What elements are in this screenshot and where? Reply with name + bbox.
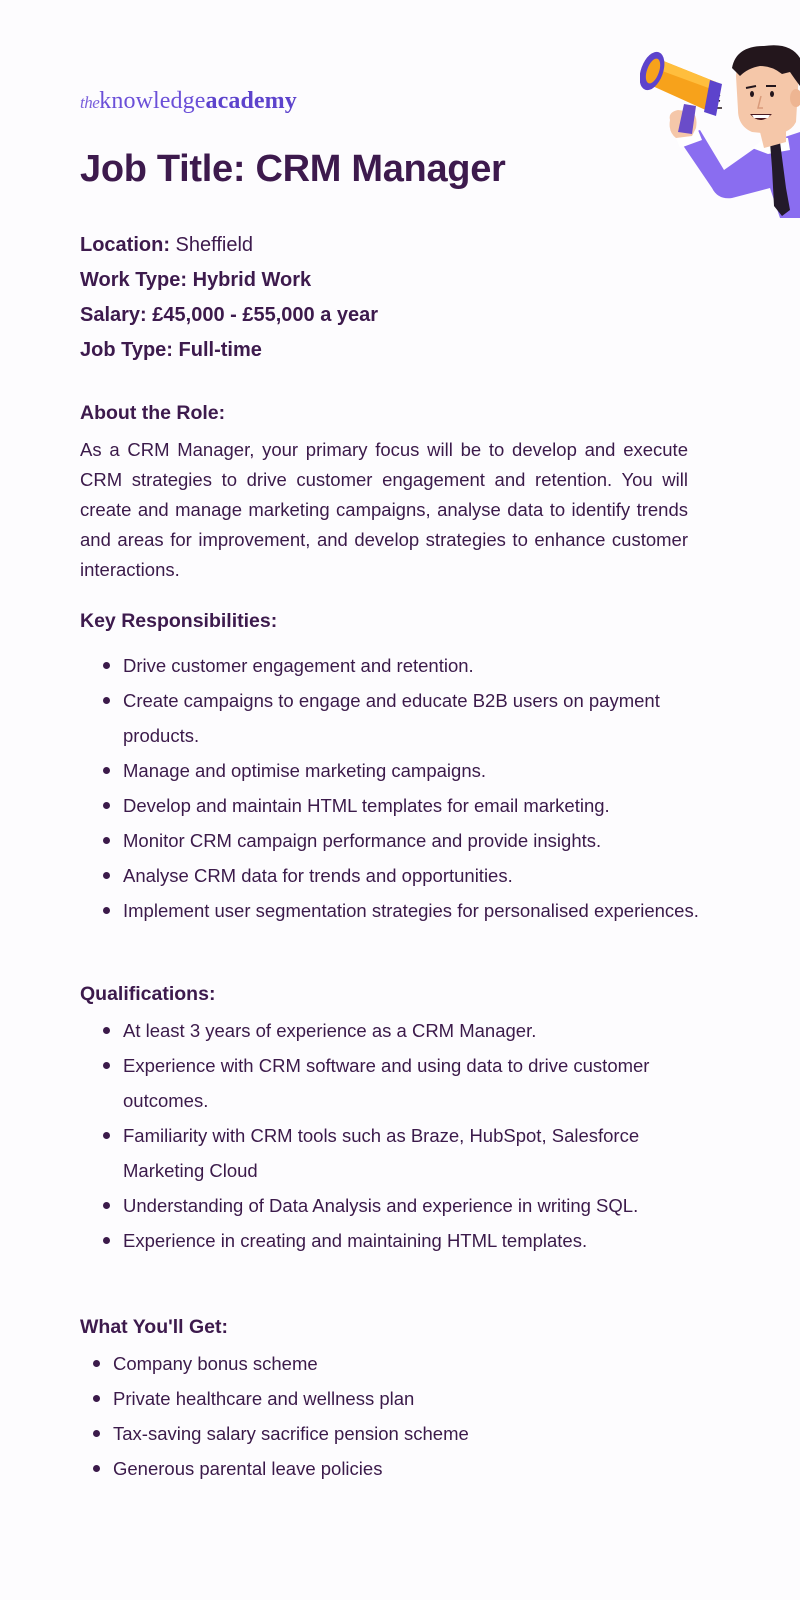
bullet-icon xyxy=(93,1360,100,1367)
bullet-icon xyxy=(103,1237,110,1244)
meta-salary-value: £45,000 - £55,000 a year xyxy=(146,304,379,326)
about-text: As a CRM Manager, your primary focus will be to develop and execute CRM strategies to drive customer engagement and retention. You will create and manage marketing campaigns, analyse data to identify trends and areas for improvement, and develop strategies to enhance customer interactions. xyxy=(80,439,688,580)
bullet-icon xyxy=(93,1395,100,1402)
bullet-icon xyxy=(103,1202,110,1209)
qualifications-heading: Qualifications: xyxy=(80,983,216,1005)
meta-salary-label: Salary: xyxy=(80,304,147,326)
list-item: Drive customer engagement and retention. xyxy=(123,648,723,683)
list-item: Private healthcare and wellness plan xyxy=(113,1381,713,1416)
meta-job-type-label: Job Type: xyxy=(80,339,173,361)
list-item: Implement user segmentation strategies for personalised experiences. xyxy=(123,893,723,928)
logo-the: the xyxy=(80,93,100,112)
list-item: At least 3 years of experience as a CRM Manager. xyxy=(123,1013,723,1048)
bullet-icon xyxy=(103,802,110,809)
list-item: Experience with CRM software and using data to drive customer outcomes. xyxy=(123,1048,723,1118)
bullet-icon xyxy=(103,837,110,844)
meta-job-type xyxy=(80,333,378,368)
list-item: Monitor CRM campaign performance and provide insights. xyxy=(123,823,723,858)
list-item: Familiarity with CRM tools such as Braze, HubSpot, Salesforce Marketing Cloud xyxy=(123,1118,723,1188)
logo-academy: academy xyxy=(205,88,297,114)
responsibilities-list xyxy=(123,648,723,928)
benefits-list xyxy=(113,1346,713,1486)
meta-job-type-value: Full-time xyxy=(172,339,262,361)
list-item: Create campaigns to engage and educate B2B users on payment products. xyxy=(123,683,723,753)
bullet-icon xyxy=(103,1132,110,1139)
meta-work-type xyxy=(80,263,378,298)
brand-logo[interactable] xyxy=(80,88,297,115)
job-title: Job Title: CRM Manager xyxy=(80,148,506,190)
bullet-icon xyxy=(103,1027,110,1034)
list-item: Develop and maintain HTML templates for email marketing. xyxy=(123,788,723,823)
bullet-icon xyxy=(103,872,110,879)
list-item: Generous parental leave policies xyxy=(113,1451,713,1486)
bullet-icon xyxy=(93,1465,100,1472)
meta-work-type-label: Work Type: xyxy=(80,269,188,291)
bullet-icon xyxy=(103,767,110,774)
responsibilities-heading: Key Responsibilities: xyxy=(80,610,278,632)
bullet-icon xyxy=(103,1062,110,1069)
meta-work-type-value: Hybrid Work xyxy=(187,269,312,291)
list-item: Manage and optimise marketing campaigns. xyxy=(123,753,723,788)
bullet-icon xyxy=(103,662,110,669)
meta-location-value: Sheffield xyxy=(170,234,254,256)
logo-knowledge: knowledge xyxy=(99,88,206,114)
about-heading: About the Role: xyxy=(80,402,226,424)
list-item: Company bonus scheme xyxy=(113,1346,713,1381)
meta-location-label: Location: xyxy=(80,234,170,256)
qualifications-list xyxy=(123,1013,723,1258)
list-item: Tax-saving salary sacrifice pension scheme xyxy=(113,1416,713,1451)
job-meta xyxy=(80,228,378,368)
list-item: Analyse CRM data for trends and opportunities. xyxy=(123,858,723,893)
bullet-icon xyxy=(103,697,110,704)
bullet-icon xyxy=(93,1430,100,1437)
list-item: Understanding of Data Analysis and experience in writing SQL. xyxy=(123,1188,723,1223)
benefits-heading: What You'll Get: xyxy=(80,1316,228,1338)
meta-location xyxy=(80,228,378,263)
megaphone-man-illustration xyxy=(640,38,800,218)
meta-salary xyxy=(80,298,378,333)
bullet-icon xyxy=(103,907,110,914)
list-item: Experience in creating and maintaining HTML templates. xyxy=(123,1223,723,1258)
